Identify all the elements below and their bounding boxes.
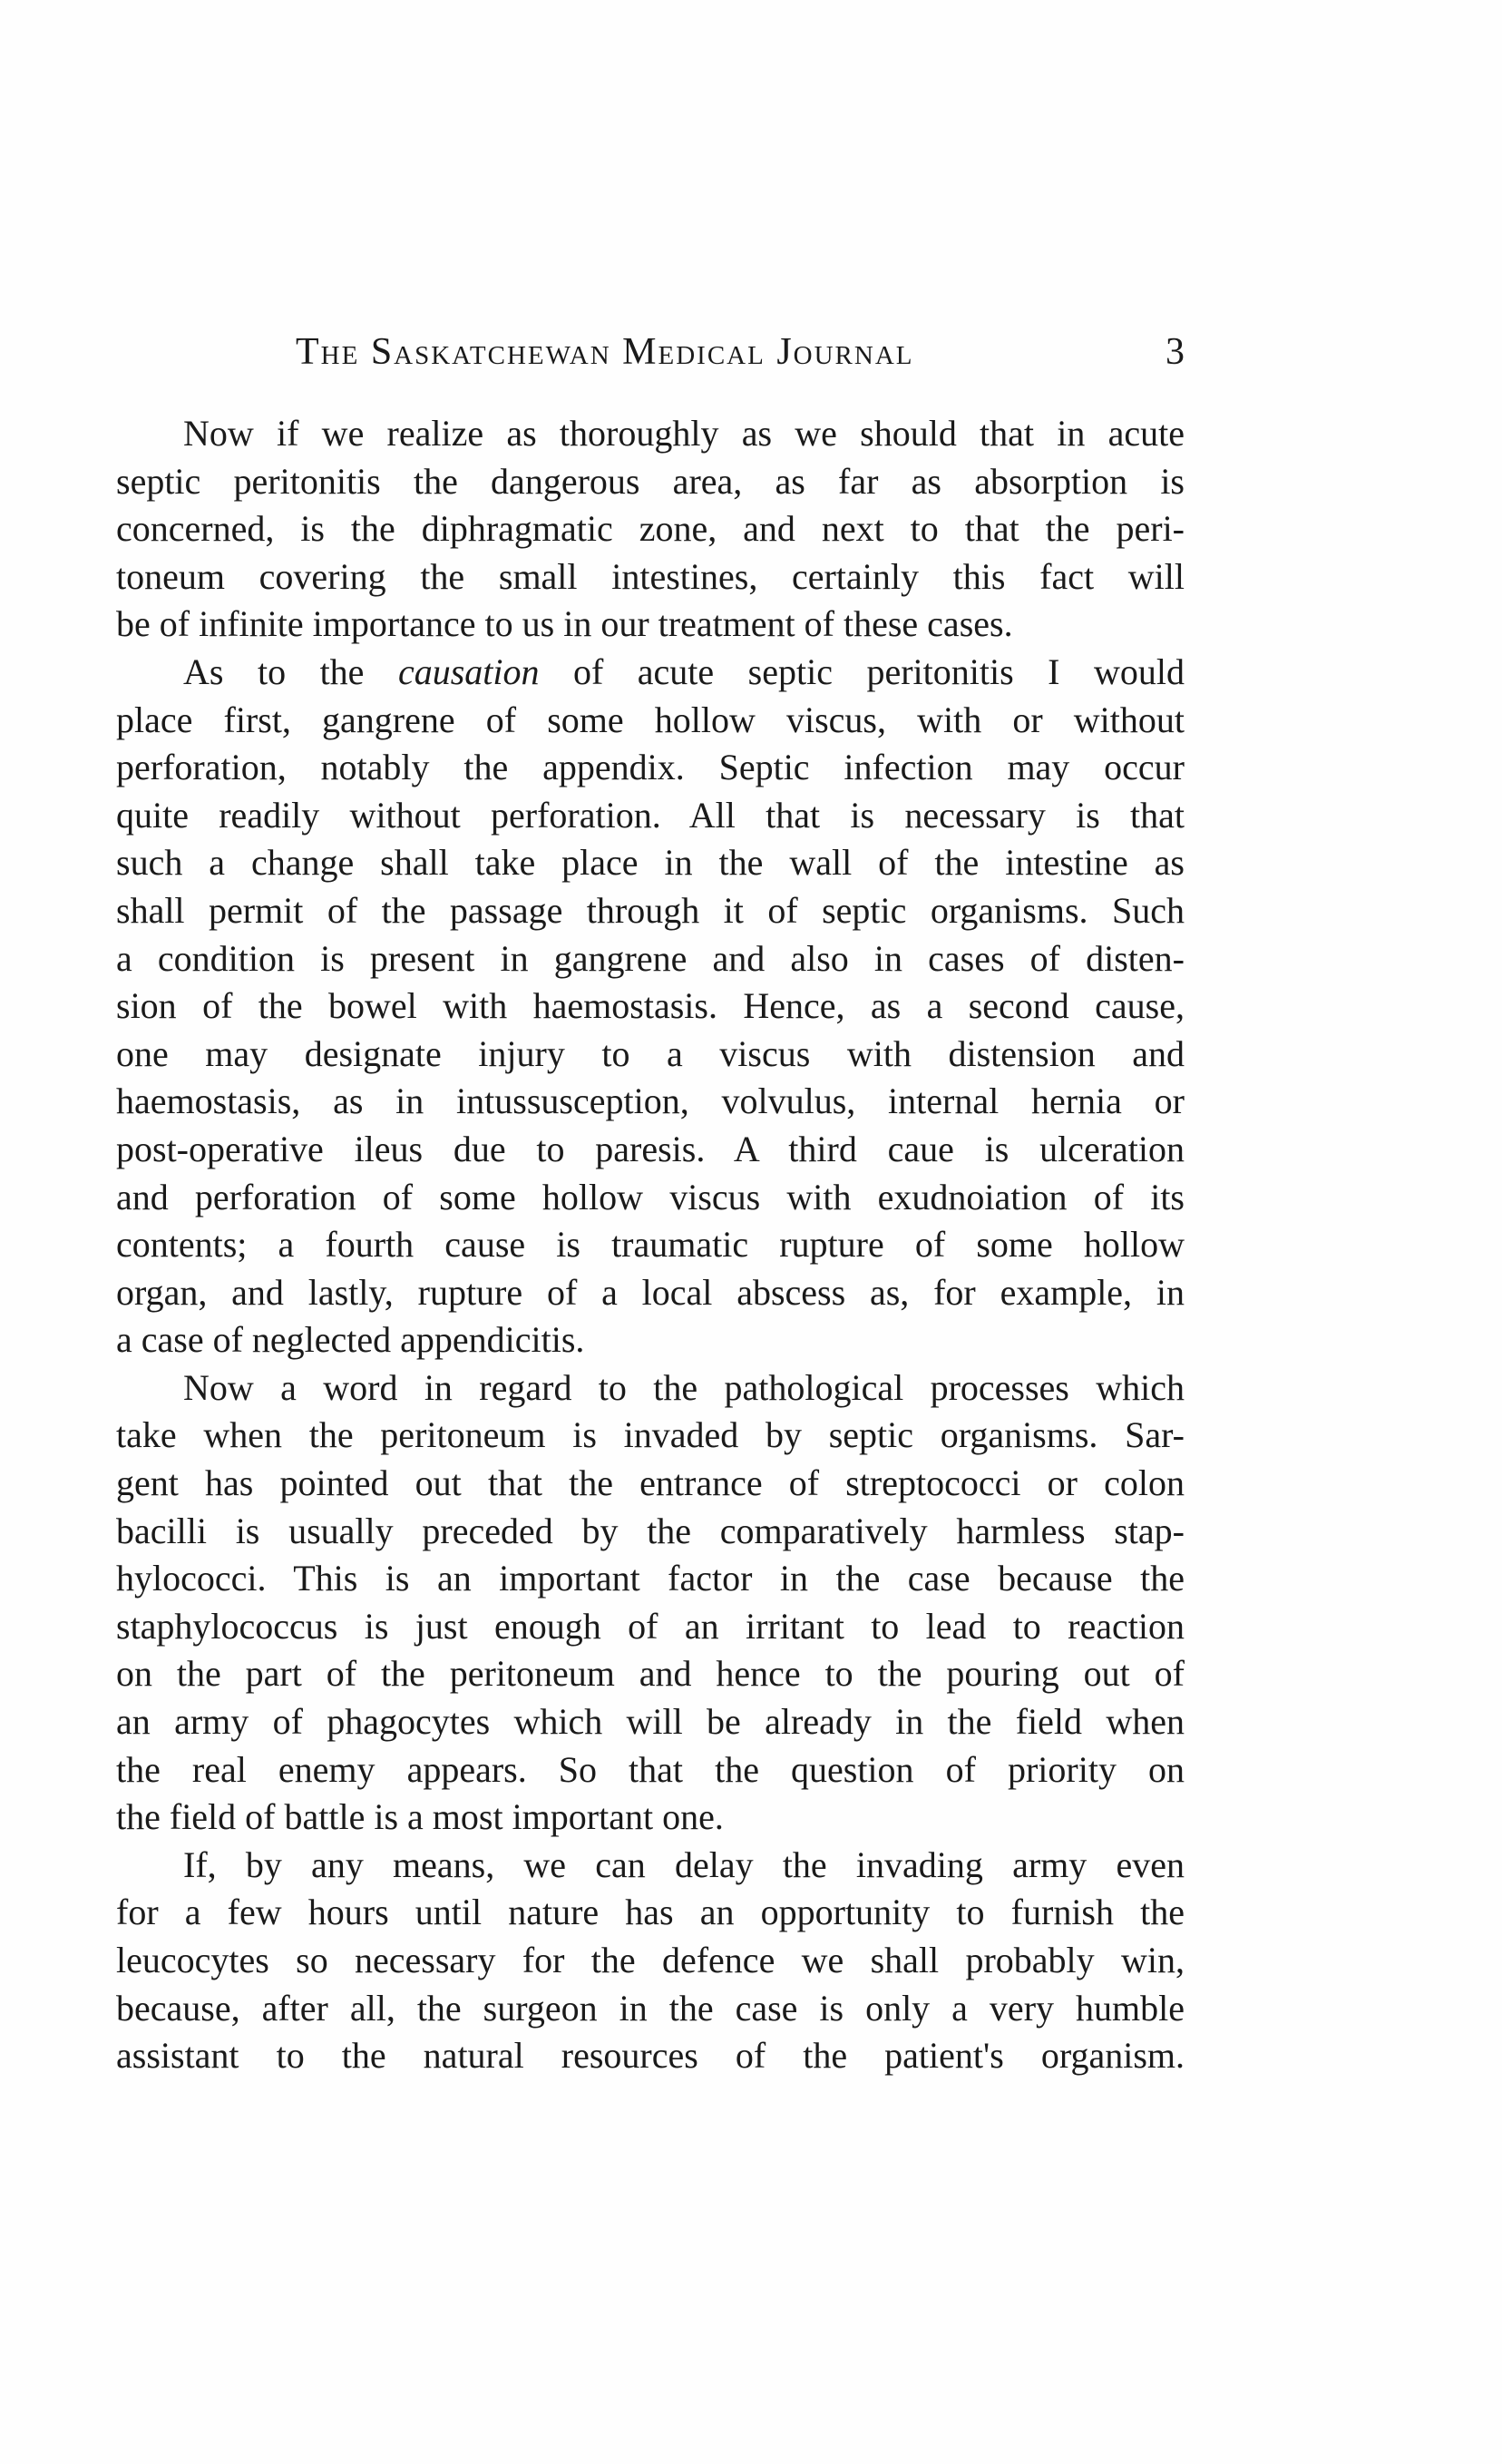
text-line: take when the peritoneum is invaded by septic organisms. Sar- [116, 1414, 1185, 1456]
text-line: sion of the bowel with haemostasis. Hence, as a second cause, [116, 985, 1185, 1027]
text-line: septic peritonitis the dangerous area, as far as absorption is [116, 460, 1185, 502]
text-line: a condition is present in gangrene and also in cases of disten- [116, 937, 1185, 979]
text-line: an army of phagocytes which will be already in the field when [116, 1701, 1185, 1743]
text-line: haemostasis, as in intussusception, volvulus, internal hernia or [116, 1080, 1185, 1122]
text-line: because, after all, the surgeon in the case is only a very humble [116, 1987, 1185, 2029]
journal-title: The Saskatchewan Medical Journal [296, 331, 914, 373]
text-line: the field of battle is a most important one. [116, 1796, 724, 1838]
text-line: Now if we realize as thoroughly as we should that in acute [183, 413, 1185, 454]
text-line: for a few hours until nature has an opportunity to furnish the [116, 1892, 1185, 1933]
text-line [116, 649, 1185, 697]
text-line: If, by any means, we can delay the invading army even [183, 1843, 1185, 1885]
text-line: concerned, is the diphragmatic zone, and next to that the peri- [116, 508, 1185, 550]
text-line: quite readily without perforation. All that is necessary is that [116, 794, 1185, 836]
text-line: a case of neglected appendicitis. [116, 1319, 585, 1361]
text-line: one may designate injury to a viscus with distension and [116, 1032, 1185, 1074]
text-line: toneum covering the small intestines, certainly this fact will [116, 555, 1185, 597]
text-line: Now a word in regard to the pathological processes which [183, 1366, 1185, 1408]
text-line: staphylococcus is just enough of an irritant to lead to reaction [116, 1605, 1185, 1647]
text-line: hylococci. This is an important factor in the case because the [116, 1558, 1185, 1599]
italic-term: causation [397, 650, 540, 692]
text-line: gent has pointed out that the entrance of streptococci or colon [116, 1462, 1185, 1504]
text-segment: of acute septic peritonitis I would [572, 650, 1185, 692]
text-line: contents; a fourth cause is traumatic rupture of some hollow [116, 1224, 1185, 1266]
running-head [114, 330, 1185, 381]
text-segment: As to the [183, 650, 365, 692]
text-line: on the part of the peritoneum and hence to the pouring out of [116, 1653, 1185, 1695]
text-line: leucocytes so necessary for the defence we shall probably win, [116, 1940, 1185, 1980]
text-line: such a change shall take place in the wall of the intestine as [116, 842, 1185, 884]
text-line: the real enemy appears. So that the question of priority on [116, 1748, 1185, 1790]
text-line: perforation, notably the appendix. Septic infection may occur [116, 747, 1185, 788]
text-line: assistant to the natural resources of the patient's organism. [116, 2035, 1185, 2077]
page-number: 3 [1166, 331, 1185, 373]
text-line: be of infinite importance to us in our treatment of these cases. [116, 603, 1013, 645]
text-line: bacilli is usually preceded by the comparatively harmless stap- [116, 1510, 1185, 1551]
text-line: place first, gangrene of some hollow viscus, with or without [116, 699, 1185, 740]
text-line: and perforation of some hollow viscus with exudnoiation of its [116, 1176, 1185, 1217]
body-text [116, 410, 1185, 2080]
text-line: organ, and lastly, rupture of a local abscess as, for example, in [116, 1271, 1185, 1313]
text-line: post-operative ileus due to paresis. A third caue is ulceration [116, 1128, 1185, 1169]
text-line: shall permit of the passage through it of septic organisms. Such [116, 889, 1185, 931]
